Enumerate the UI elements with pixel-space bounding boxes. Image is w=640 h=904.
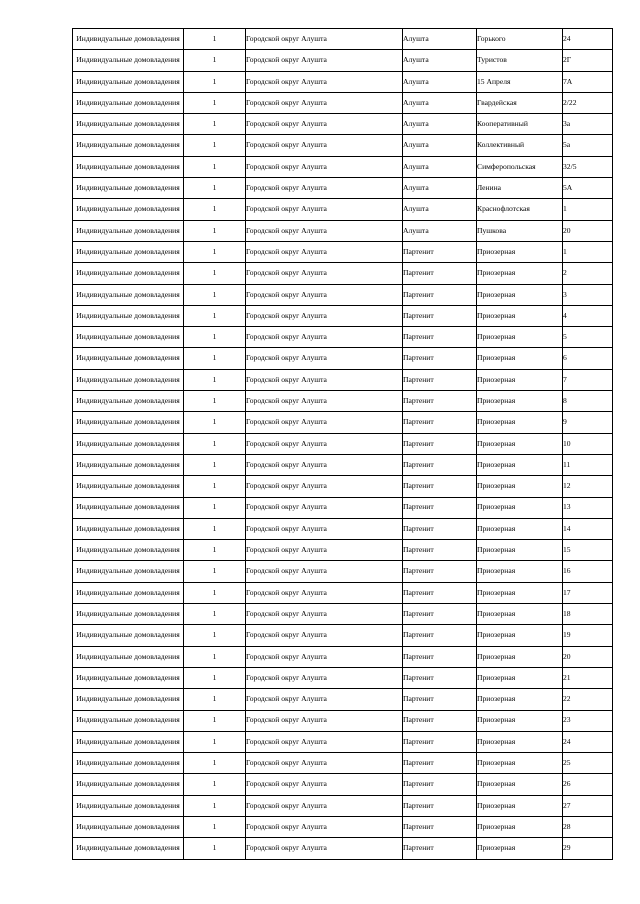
cell-count: 1 (184, 412, 246, 433)
cell-locality: Партенит (403, 731, 477, 752)
cell-district: Городской округ Алушта (246, 646, 403, 667)
cell-locality: Партенит (403, 540, 477, 561)
cell-locality: Партенит (403, 689, 477, 710)
cell-type: Индивидуальные домовладения (73, 391, 184, 412)
cell-locality: Партенит (403, 454, 477, 475)
cell-street: Приозерная (477, 263, 563, 284)
cell-house: 28 (563, 816, 613, 837)
cell-locality: Партенит (403, 327, 477, 348)
cell-street: 15 Апреля (477, 71, 563, 92)
cell-count: 1 (184, 540, 246, 561)
cell-locality: Партенит (403, 518, 477, 539)
cell-type: Индивидуальные домовладения (73, 327, 184, 348)
cell-count: 1 (184, 305, 246, 326)
cell-district: Городской округ Алушта (246, 667, 403, 688)
cell-count: 1 (184, 518, 246, 539)
cell-count: 1 (184, 156, 246, 177)
cell-locality: Партенит (403, 753, 477, 774)
cell-type: Индивидуальные домовладения (73, 625, 184, 646)
cell-locality: Партенит (403, 604, 477, 625)
cell-house: 24 (563, 731, 613, 752)
cell-house: 12 (563, 476, 613, 497)
cell-type: Индивидуальные домовладения (73, 199, 184, 220)
table-row (73, 476, 613, 497)
cell-street: Приозерная (477, 795, 563, 816)
table-row (73, 582, 613, 603)
cell-district: Городской округ Алушта (246, 731, 403, 752)
cell-type: Индивидуальные домовладения (73, 753, 184, 774)
cell-house: 6 (563, 348, 613, 369)
cell-count: 1 (184, 114, 246, 135)
cell-count: 1 (184, 433, 246, 454)
cell-type: Индивидуальные домовладения (73, 582, 184, 603)
cell-house: 24 (563, 29, 613, 50)
cell-district: Городской округ Алушта (246, 241, 403, 262)
cell-locality: Алушта (403, 71, 477, 92)
cell-locality: Партенит (403, 667, 477, 688)
cell-type: Индивидуальные домовладения (73, 412, 184, 433)
cell-district: Городской округ Алушта (246, 561, 403, 582)
cell-type: Индивидуальные домовладения (73, 561, 184, 582)
table-row (73, 774, 613, 795)
cell-type: Индивидуальные домовладения (73, 710, 184, 731)
table-row (73, 816, 613, 837)
cell-locality: Партенит (403, 476, 477, 497)
cell-district: Городской округ Алушта (246, 263, 403, 284)
cell-count: 1 (184, 284, 246, 305)
cell-count: 1 (184, 667, 246, 688)
cell-street: Симферопольская (477, 156, 563, 177)
cell-street: Приозерная (477, 433, 563, 454)
table-row (73, 731, 613, 752)
cell-street: Приозерная (477, 689, 563, 710)
cell-count: 1 (184, 220, 246, 241)
cell-district: Городской округ Алушта (246, 391, 403, 412)
cell-house: 8 (563, 391, 613, 412)
cell-district: Городской округ Алушта (246, 135, 403, 156)
table-row (73, 540, 613, 561)
table-row (73, 348, 613, 369)
cell-district: Городской округ Алушта (246, 50, 403, 71)
cell-house: 23 (563, 710, 613, 731)
cell-locality: Партенит (403, 241, 477, 262)
cell-count: 1 (184, 263, 246, 284)
cell-type: Индивидуальные домовладения (73, 454, 184, 475)
cell-district: Городской округ Алушта (246, 305, 403, 326)
cell-district: Городской округ Алушта (246, 284, 403, 305)
cell-type: Индивидуальные домовладения (73, 263, 184, 284)
cell-street: Гвардейская (477, 92, 563, 113)
cell-count: 1 (184, 561, 246, 582)
cell-type: Индивидуальные домовладения (73, 795, 184, 816)
cell-count: 1 (184, 582, 246, 603)
cell-house: 27 (563, 795, 613, 816)
table-row (73, 646, 613, 667)
cell-count: 1 (184, 135, 246, 156)
cell-street: Приозерная (477, 327, 563, 348)
cell-type: Индивидуальные домовладения (73, 646, 184, 667)
cell-street: Кооперативный (477, 114, 563, 135)
cell-count: 1 (184, 391, 246, 412)
cell-count: 1 (184, 348, 246, 369)
cell-district: Городской округ Алушта (246, 540, 403, 561)
table-row (73, 689, 613, 710)
cell-house: 10 (563, 433, 613, 454)
cell-street: Приозерная (477, 412, 563, 433)
cell-locality: Партенит (403, 795, 477, 816)
cell-type: Индивидуальные домовладения (73, 29, 184, 50)
cell-locality: Партенит (403, 646, 477, 667)
cell-house: 18 (563, 604, 613, 625)
cell-count: 1 (184, 753, 246, 774)
table-row (73, 327, 613, 348)
cell-type: Индивидуальные домовладения (73, 667, 184, 688)
cell-district: Городской округ Алушта (246, 71, 403, 92)
cell-count: 1 (184, 327, 246, 348)
cell-type: Индивидуальные домовладения (73, 731, 184, 752)
cell-locality: Алушта (403, 92, 477, 113)
cell-house: 1 (563, 241, 613, 262)
table-row (73, 156, 613, 177)
table-row (73, 391, 613, 412)
cell-locality: Партенит (403, 774, 477, 795)
cell-house: 29 (563, 838, 613, 859)
cell-street: Приозерная (477, 241, 563, 262)
cell-house: 2 (563, 263, 613, 284)
cell-house: 13 (563, 497, 613, 518)
table-body (73, 29, 613, 860)
cell-house: 17 (563, 582, 613, 603)
cell-house: 26 (563, 774, 613, 795)
cell-type: Индивидуальные домовладения (73, 135, 184, 156)
cell-house: 15 (563, 540, 613, 561)
cell-type: Индивидуальные домовладения (73, 816, 184, 837)
table-row (73, 114, 613, 135)
cell-count: 1 (184, 689, 246, 710)
cell-house: 3 (563, 284, 613, 305)
cell-street: Приозерная (477, 774, 563, 795)
cell-district: Городской округ Алушта (246, 774, 403, 795)
cell-locality: Партенит (403, 582, 477, 603)
cell-district: Городской округ Алушта (246, 327, 403, 348)
table-row (73, 412, 613, 433)
cell-type: Индивидуальные домовладения (73, 305, 184, 326)
cell-count: 1 (184, 710, 246, 731)
cell-type: Индивидуальные домовладения (73, 604, 184, 625)
table-row (73, 71, 613, 92)
table-row (73, 433, 613, 454)
cell-street: Приозерная (477, 540, 563, 561)
cell-house: 7 (563, 369, 613, 390)
cell-count: 1 (184, 92, 246, 113)
cell-house: 20 (563, 220, 613, 241)
cell-locality: Алушта (403, 114, 477, 135)
cell-district: Городской округ Алушта (246, 92, 403, 113)
cell-district: Городской округ Алушта (246, 753, 403, 774)
cell-house: 20 (563, 646, 613, 667)
cell-locality: Партенит (403, 284, 477, 305)
cell-district: Городской округ Алушта (246, 518, 403, 539)
cell-count: 1 (184, 50, 246, 71)
table-row (73, 199, 613, 220)
cell-type: Индивидуальные домовладения (73, 497, 184, 518)
cell-street: Приозерная (477, 369, 563, 390)
cell-type: Индивидуальные домовладения (73, 476, 184, 497)
cell-locality: Партенит (403, 263, 477, 284)
table-row (73, 369, 613, 390)
cell-house: 32/5 (563, 156, 613, 177)
cell-district: Городской округ Алушта (246, 838, 403, 859)
cell-district: Городской округ Алушта (246, 604, 403, 625)
table-row (73, 50, 613, 71)
cell-district: Городской округ Алушта (246, 625, 403, 646)
cell-locality: Партенит (403, 838, 477, 859)
cell-street: Пушкова (477, 220, 563, 241)
table-row (73, 135, 613, 156)
cell-locality: Партенит (403, 305, 477, 326)
cell-district: Городской округ Алушта (246, 114, 403, 135)
cell-street: Приозерная (477, 731, 563, 752)
cell-count: 1 (184, 497, 246, 518)
table-row (73, 305, 613, 326)
cell-street: Приозерная (477, 348, 563, 369)
cell-street: Коллективный (477, 135, 563, 156)
cell-district: Городской округ Алушта (246, 795, 403, 816)
cell-type: Индивидуальные домовладения (73, 92, 184, 113)
cell-locality: Алушта (403, 199, 477, 220)
cell-district: Городской округ Алушта (246, 156, 403, 177)
cell-locality: Партенит (403, 412, 477, 433)
table-row (73, 284, 613, 305)
cell-locality: Алушта (403, 50, 477, 71)
cell-district: Городской округ Алушта (246, 433, 403, 454)
cell-type: Индивидуальные домовладения (73, 220, 184, 241)
cell-count: 1 (184, 29, 246, 50)
cell-house: 5А (563, 178, 613, 199)
cell-locality: Партенит (403, 369, 477, 390)
cell-street: Приозерная (477, 646, 563, 667)
cell-house: 3а (563, 114, 613, 135)
cell-street: Приозерная (477, 667, 563, 688)
cell-locality: Алушта (403, 156, 477, 177)
cell-count: 1 (184, 838, 246, 859)
cell-type: Индивидуальные домовладения (73, 71, 184, 92)
address-table (72, 28, 613, 860)
cell-type: Индивидуальные домовладения (73, 433, 184, 454)
cell-district: Городской округ Алушта (246, 497, 403, 518)
table-row (73, 753, 613, 774)
cell-locality: Партенит (403, 391, 477, 412)
cell-house: 21 (563, 667, 613, 688)
cell-locality: Партенит (403, 625, 477, 646)
cell-type: Индивидуальные домовладения (73, 838, 184, 859)
cell-district: Городской округ Алушта (246, 476, 403, 497)
cell-count: 1 (184, 731, 246, 752)
table-row (73, 497, 613, 518)
cell-type: Индивидуальные домовладения (73, 369, 184, 390)
cell-count: 1 (184, 646, 246, 667)
cell-type: Индивидуальные домовладения (73, 50, 184, 71)
cell-count: 1 (184, 199, 246, 220)
table-row (73, 241, 613, 262)
cell-type: Индивидуальные домовладения (73, 284, 184, 305)
cell-house: 1 (563, 199, 613, 220)
table-row (73, 178, 613, 199)
cell-count: 1 (184, 604, 246, 625)
cell-house: 22 (563, 689, 613, 710)
cell-house: 7А (563, 71, 613, 92)
cell-count: 1 (184, 774, 246, 795)
cell-district: Городской округ Алушта (246, 199, 403, 220)
cell-district: Городской округ Алушта (246, 816, 403, 837)
cell-locality: Партенит (403, 348, 477, 369)
table-row (73, 838, 613, 859)
cell-street: Приозерная (477, 284, 563, 305)
cell-street: Приозерная (477, 476, 563, 497)
cell-district: Городской округ Алушта (246, 29, 403, 50)
cell-house: 4 (563, 305, 613, 326)
cell-count: 1 (184, 454, 246, 475)
cell-district: Городской округ Алушта (246, 369, 403, 390)
cell-locality: Алушта (403, 178, 477, 199)
cell-house: 2Г (563, 50, 613, 71)
table-row (73, 263, 613, 284)
cell-type: Индивидуальные домовладения (73, 178, 184, 199)
cell-district: Городской округ Алушта (246, 412, 403, 433)
cell-house: 11 (563, 454, 613, 475)
table-row (73, 561, 613, 582)
cell-locality: Партенит (403, 497, 477, 518)
cell-locality: Партенит (403, 710, 477, 731)
cell-street: Горького (477, 29, 563, 50)
table-row (73, 625, 613, 646)
cell-house: 19 (563, 625, 613, 646)
cell-district: Городской округ Алушта (246, 178, 403, 199)
cell-locality: Партенит (403, 433, 477, 454)
table-row (73, 29, 613, 50)
cell-count: 1 (184, 71, 246, 92)
cell-locality: Алушта (403, 29, 477, 50)
cell-district: Городской округ Алушта (246, 689, 403, 710)
cell-count: 1 (184, 178, 246, 199)
cell-locality: Алушта (403, 135, 477, 156)
cell-street: Приозерная (477, 561, 563, 582)
cell-street: Приозерная (477, 710, 563, 731)
cell-count: 1 (184, 241, 246, 262)
cell-street: Приозерная (477, 454, 563, 475)
cell-street: Приозерная (477, 391, 563, 412)
cell-type: Индивидуальные домовладения (73, 774, 184, 795)
cell-locality: Алушта (403, 220, 477, 241)
cell-type: Индивидуальные домовладения (73, 689, 184, 710)
table-row (73, 220, 613, 241)
cell-street: Приозерная (477, 838, 563, 859)
cell-house: 5а (563, 135, 613, 156)
cell-house: 2/22 (563, 92, 613, 113)
cell-district: Городской округ Алушта (246, 220, 403, 241)
cell-count: 1 (184, 795, 246, 816)
cell-street: Приозерная (477, 497, 563, 518)
cell-locality: Партенит (403, 561, 477, 582)
table-row (73, 710, 613, 731)
cell-locality: Партенит (403, 816, 477, 837)
cell-type: Индивидуальные домовладения (73, 156, 184, 177)
table-row (73, 604, 613, 625)
cell-district: Городской округ Алушта (246, 348, 403, 369)
cell-district: Городской округ Алушта (246, 710, 403, 731)
cell-street: Приозерная (477, 305, 563, 326)
table-row (73, 795, 613, 816)
cell-street: Приозерная (477, 604, 563, 625)
table-row (73, 667, 613, 688)
cell-house: 5 (563, 327, 613, 348)
cell-house: 25 (563, 753, 613, 774)
cell-street: Приозерная (477, 625, 563, 646)
table-row (73, 518, 613, 539)
cell-house: 16 (563, 561, 613, 582)
cell-street: Приозерная (477, 753, 563, 774)
cell-type: Индивидуальные домовладения (73, 114, 184, 135)
cell-district: Городской округ Алушта (246, 454, 403, 475)
cell-street: Краснофлотская (477, 199, 563, 220)
cell-district: Городской округ Алушта (246, 582, 403, 603)
cell-street: Приозерная (477, 518, 563, 539)
cell-count: 1 (184, 369, 246, 390)
cell-count: 1 (184, 625, 246, 646)
cell-type: Индивидуальные домовладения (73, 348, 184, 369)
cell-type: Индивидуальные домовладения (73, 540, 184, 561)
cell-street: Туристов (477, 50, 563, 71)
cell-count: 1 (184, 476, 246, 497)
table-row (73, 454, 613, 475)
cell-house: 9 (563, 412, 613, 433)
cell-street: Ленина (477, 178, 563, 199)
cell-street: Приозерная (477, 816, 563, 837)
cell-count: 1 (184, 816, 246, 837)
cell-house: 14 (563, 518, 613, 539)
cell-type: Индивидуальные домовладения (73, 518, 184, 539)
table-row (73, 92, 613, 113)
cell-type: Индивидуальные домовладения (73, 241, 184, 262)
cell-street: Приозерная (477, 582, 563, 603)
